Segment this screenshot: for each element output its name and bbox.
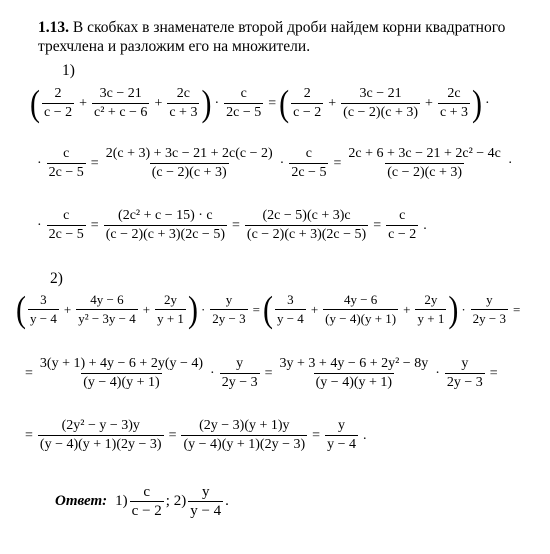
- fraction: $\frac{4y - 6}{\text{y² − 3y − 4}}$: [78, 292, 136, 326]
- equation-line-6: = $\frac{\text{(2y² − y − 3)y}}{(y - 4)(y + 1)(2y - 3)}$ = $\frac{(2y - 3)(y + 1)y}{(y - 4)(y + 1)(2y - 3)}$ = $\frac{y}{y - 4}$ .: [25, 418, 367, 452]
- fraction: $\frac{3(y + 1) + 4y - 6 + 2y(y - 4)}{(y - 4)(y + 1)}$: [39, 356, 204, 390]
- fraction: $\frac{2y}{y + 1}$: [157, 292, 184, 326]
- fraction: $\frac{2y}{y + 1}$: [417, 292, 445, 326]
- fraction: $\frac{y}{2y - 3}$: [221, 356, 258, 390]
- fraction: $\frac{2c}{c + 3}$: [169, 86, 198, 120]
- equation-line-3: · $\frac{c}{2c - 5}$ = $\frac{\text{(2c² + c − 15) · c}}{(c - 2)(c + 3)(2c - 5)}$ = $\frac{(2c - 5)(c + 3)c}{(c - 2)(c + 3)(2c - 5)}$ = $\frac{c}{c - 2}$ .: [37, 208, 427, 242]
- fraction: $\frac{(2y - 3)(y + 1)y}{(y - 4)(y + 1)(2y - 3)}$: [183, 418, 306, 452]
- fraction: $\frac{\text{(2c² + c − 15) · c}}{(c - 2)(c + 3)(2c - 5)}$: [105, 208, 225, 242]
- answer-line: Ответ: 1) $\frac{c}{c - 2}$ ; 2) $\frac{y}{y - 4}$ .: [55, 484, 229, 519]
- fraction: $\frac{\text{3y + 3 + 4y − 6 + 2y² − 8y}}{(y - 4)(y + 1)}$: [279, 356, 429, 390]
- fraction: $\frac{c}{c - 2}$: [388, 208, 417, 242]
- fraction: $\frac{2c}{c + 3}$: [439, 86, 469, 120]
- fraction: $\frac{\text{(2y² − y − 3)y}}{(y - 4)(y + 1)(2y - 3)}$: [39, 418, 162, 452]
- part-1-label: 1): [62, 62, 75, 79]
- answer-label: Ответ:: [55, 493, 108, 509]
- fraction: $\frac{y}{2y - 3}$: [212, 292, 246, 326]
- fraction: $\frac{3}{y - 4}$: [30, 292, 57, 326]
- fraction: $\frac{c}{2c - 5}$: [291, 146, 327, 180]
- fraction: $\frac{c}{2c - 5}$: [48, 146, 84, 180]
- fraction: $\frac{y}{2y - 3}$: [472, 292, 507, 326]
- answer-fraction-2: $\frac{y}{y - 4}$: [190, 484, 222, 519]
- problem-intro: [38, 18, 528, 56]
- fraction: $\frac{c}{2c - 5}$: [48, 208, 84, 242]
- fraction: $\frac{c}{2c - 5}$: [226, 86, 262, 120]
- equation-line-5: = $\frac{3(y + 1) + 4y - 6 + 2y(y - 4)}{(y - 4)(y + 1)}$ · $\frac{y}{2y - 3}$ = $\frac{\text{3y + 3 + 4y − 6 + 2y² − 8y}}{(y - 4)(y + 1)}$ · $\frac{y}{2y - 3}$ =: [25, 356, 498, 390]
- fraction: $\frac{2}{c - 2}$: [44, 86, 73, 120]
- fraction: $\frac{3c - 21}{(c - 2)(c + 3)}$: [343, 86, 419, 120]
- problem-number: 1.13.: [38, 19, 69, 36]
- equation-line-4: ( $\frac{3}{y - 4}$ + $\frac{4y - 6}{\text{y² − 3y − 4}}$ + $\frac{2y}{y + 1}$ ) · $\frac{y}{2y - 3}$ = ( $\frac{3}{y - 4}$ + $\frac{4y - 6}{(y - 4)(y + 1)}$ + $\frac{2y}{y + 1}$ ) · $\frac{y}{2y - 3}$ =: [16, 288, 521, 330]
- equation-line-1: ( $\frac{2}{c - 2}$ + $\frac{3c - 21}{\text{c² + c − 6}}$ + $\frac{2c}{c + 3}$ ) · $\frac{c}{2c - 5}$ = ( $\frac{2}{c - 2}$ + $\frac{3c - 21}{(c - 2)(c + 3)}$ + $\frac{2c}{c + 3}$ ) ·: [30, 82, 490, 124]
- fraction: $\frac{3c - 21}{\text{c² + c − 6}}$: [94, 86, 148, 120]
- fraction: $\frac{3}{y - 4}$: [276, 292, 304, 326]
- fraction: $\frac{(2c - 5)(c + 3)c}{(c - 2)(c + 3)(2c - 5)}$: [246, 208, 367, 242]
- answer-fraction-1: $\frac{c}{c - 2}$: [131, 484, 162, 519]
- fraction: $\frac{2(c + 3) + 3c - 21 + 2c(c - 2)}{(c - 2)(c + 3)}$: [105, 146, 273, 180]
- fraction: $\frac{y}{y - 4}$: [327, 418, 356, 452]
- fraction: $\frac{y}{2y - 3}$: [446, 356, 483, 390]
- intro-text: В скобках в знаменателе второй дроби найдем корни квадратного трехчлена и разложим его на множители.: [38, 19, 506, 55]
- fraction: $\frac{\text{2c + 6 + 3c − 21 + 2c² − 4c}}{(c - 2)(c + 3)}$: [348, 146, 501, 180]
- part-2-label: 2): [50, 270, 63, 287]
- equation-line-2: · $\frac{c}{2c - 5}$ = $\frac{2(c + 3) + 3c - 21 + 2c(c - 2)}{(c - 2)(c + 3)}$ · $\frac{c}{2c - 5}$ = $\frac{\text{2c + 6 + 3c − 21 + 2c² − 4c}}{(c - 2)(c + 3)}$ ·: [37, 146, 513, 180]
- fraction: $\frac{2}{c - 2}$: [293, 86, 322, 120]
- fraction: $\frac{4y - 6}{(y - 4)(y + 1)}$: [325, 292, 397, 326]
